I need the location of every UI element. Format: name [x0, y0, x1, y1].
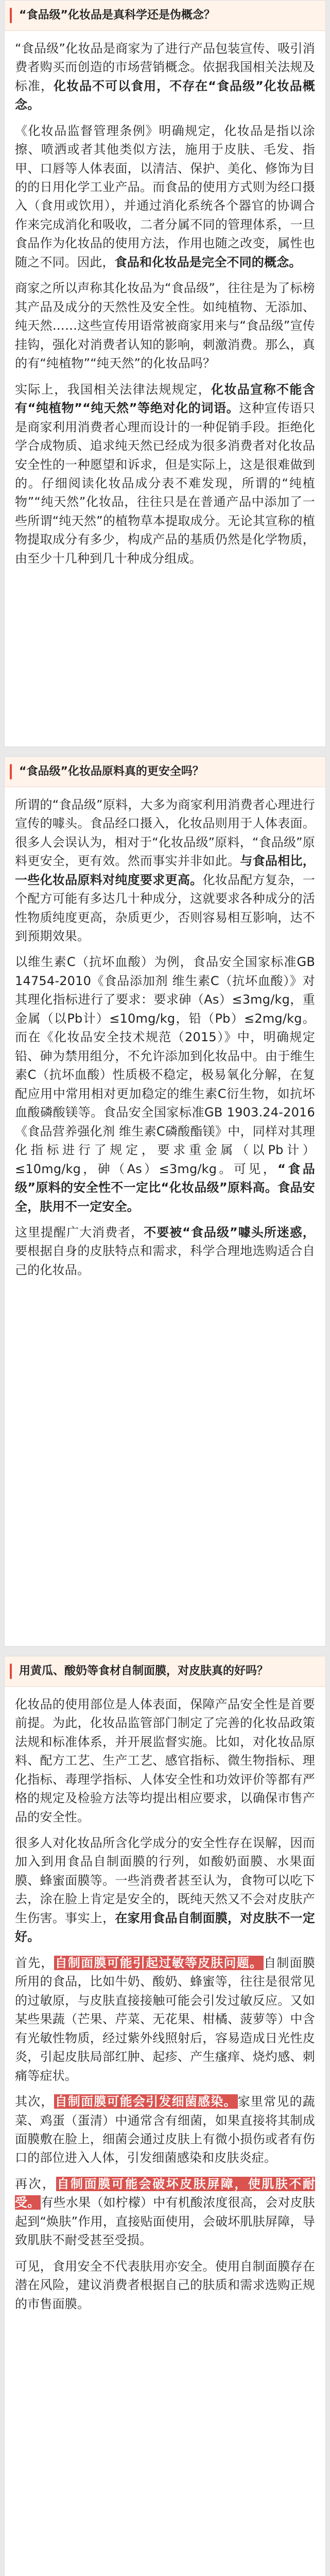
paragraph [15, 1695, 315, 1826]
paragraph [15, 2175, 315, 2250]
body-text: 首先， [15, 1955, 54, 1970]
bold-text: 食品和化妆品是完全不同的概念。 [114, 255, 302, 269]
section-card-2 [4, 756, 326, 1647]
paragraph [15, 2092, 315, 2167]
body-text: 化妆品配方复杂，一个配方可能有多达几十种成分，这就要求各种成分的活性物质纯度更高，杂质更少，否则容易相互影响，达不到预期效果。 [15, 872, 315, 943]
section-content-3 [5, 1687, 325, 2331]
highlighted-text: 自制面膜可能引起过敏等皮肤问题。 [55, 1955, 263, 1970]
bold-text: 与食品相比，一些化妆品原料对纯度要求更高。 [15, 854, 315, 887]
paragraph [15, 279, 315, 372]
body-text: 商家之所以声称其化妆品为“食品级”，往往是为了标榜其产品及成分的天然性及安全性。如纯植物、无添加、纯天然……这些宣传用语常被商家用来与“食品级”宣传挂钩，强化对消费者认知的影响，刺激消费。那么，真的有“纯植物”“纯天然”的化妆品吗？ [15, 281, 315, 371]
paragraph [15, 1954, 315, 2085]
body-text: 这里提醒广大消费者， [15, 1225, 144, 1240]
paragraph [15, 953, 315, 1216]
body-text: 化妆品的使用部位是人体表面，保障产品安全性是首要前提。为此，化妆品监管部门制定了完善的化妆品政策法规和标准体系，并开展监督实施。比如，对化妆品原料、配方工艺、生产工艺、感官指标、微生物指标、理化指标、毒理学指标、人体安全性和功效评价等都有严格的规定及检验方法等均提出相应要求，以确保市售产品的安全性。 [15, 1697, 315, 1824]
bold-text: 化妆品不可以食用，不存在“食品级”化妆品概念。 [15, 78, 315, 112]
body-text: 可见，食用安全不代表肤用亦安全。使用自制面膜存在潜在风险，建议消费者根据自己的肤质和需求选购正规的市售面膜。 [15, 2259, 315, 2311]
section-card-1 [4, 0, 326, 747]
body-text: 很多人对化妆品所含化学成分的安全性存在误解，因而加入到用食品自制面膜的行列，如酸奶面膜、水果面膜、蜂蜜面膜等。一些消费者甚至认为，食物可以吃下去，涂在脸上肯定是安全的，既纯天然又不会对皮肤产生伤害。事实上， [15, 1835, 315, 1925]
paragraph [15, 380, 315, 568]
paragraph [15, 2257, 315, 2313]
body-text: 再次， [15, 2176, 56, 2191]
body-text: 要根据自身的皮肤特点和需求，科学合理地选购适合自己的化妆品。 [15, 1244, 315, 1277]
highlighted-text: 自制面膜可能会破坏皮肤屏障，使肌肤不耐受。 [15, 2176, 315, 2210]
body-text: 有些水果（如柠檬）中有机酸浓度很高，会对皮肤起到“焕肤”作用，直接贴面使用，会破坏肌肤屏障，导致肌肤不耐受甚至受损。 [15, 2195, 315, 2248]
body-text: 实际上，我国相关法律法规规定， [15, 382, 211, 397]
body-text: 以维生素C（抗坏血酸）为例，食品安全国家标准GB 14754-2010《食品添加剂 维生素C（抗坏血酸）》对其理化指标进行了要求：要求砷（As）≤3mg/kg，重金属（以Pb计）≤10mg/kg，铅（Pb）≤2mg/kg。而在《化妆品安全技术规范（2015）》中，明确规定铅、砷为禁用组分，不允许添加到化妆品中。由于维生素C（抗坏血酸）性质极不稳定，极易氧化分解，在复配应用中常用相对更加稳定的维生素C衍生物，如抗坏血酸磷酸镁等。食品安全国家标准GB 1903.24-2016《食品营养强化剂 维生素C磷酸酯镁》中，同样对其理化指标进行了规定，要求重金属（以Pb计）≤10mg/kg，砷（As）≤3mg/kg。可见， [15, 955, 315, 1176]
section-content-2 [5, 787, 325, 1297]
section-content-1 [5, 31, 325, 586]
paragraph [15, 1834, 315, 1946]
section-title-1: “食品级”化妆品是真科学还是伪概念？ [5, 1, 325, 31]
bold-text: 化妆品宣称不能含有“纯植物”“纯天然”等绝对化的词语。 [15, 382, 315, 416]
body-text: 家里常见的蔬菜、鸡蛋（蛋清）中通常含有细菌，如果直接将其制成面膜敷在脸上，细菌会通过皮肤上有微小损伤或者有伤口的部位进入人体，引发细菌感染和皮肤炎症。 [15, 2094, 315, 2165]
body-text: 这种宣传语只是商家利用消费者心理而设计的一种促销手段。拒绝化学合成物质、追求纯天然已经成为很多消费者对化妆品安全性的一种愿望和诉求，但是实际上，这是很难做到的。仔细阅读化妆品成分表不难发现，所谓的“纯植物”“纯天然”化妆品，往往只是在普通产品中添加了一些所谓“纯天然”的植物草本提取成分。无论其宣称的植物提取成分有多少，构成产品的基质仍然是化学物质，由至少十几种到几十种成分组成。 [15, 401, 315, 566]
paragraph [15, 39, 315, 114]
bold-text: 在家用食品自制面膜，对皮肤不一定好。 [15, 1910, 316, 1944]
bold-text: 不要被“食品级”噱头所迷惑， [144, 1225, 315, 1240]
highlighted-text: 自制面膜可能会引发细菌感染。 [55, 2094, 237, 2109]
body-text: 所谓的“食品级”原料，大多为商家利用消费者心理进行宣传的噱头。食品经口摄入，化妆品则用于人体表面。很多人会误认为，相对于“化妆品级”原料，“食品级”原料更安全，更有效。然而事实并非如此。 [15, 797, 315, 869]
body-text: 其次， [15, 2094, 54, 2109]
paragraph [15, 1223, 315, 1279]
body-text: 《化妆品监督管理条例》明确规定，化妆品是指以涂擦、喷洒或者其他类似方法，施用于皮肤、毛发、指甲、口唇等人体表面，以清洁、保护、美化、修饰为目的的日用化学工业产品。而食品的使用方式则为经口摄入（食用或饮用），并通过消化系统各个器官的协调合作来完成消化和吸收，二者分属不同的管理体系，一旦食品作为化妆品的使用方法，作用也随之改变，属性也随之不同。因此， [15, 123, 315, 269]
section-title-2: “食品级”化妆品原料真的更安全吗？ [5, 757, 325, 787]
body-text: 自制面膜所用的食品，比如牛奶、酸奶、蜂蜜等，往往是很常见的过敏原，与皮肤直接接触可能会引发过敏反应。又如某些果蔬（芒果、芹菜、无花果、柑橘、菠萝等）中含有光敏性物质，经过紫外线照射后，容易造成日光性皮炎，引起皮肤局部红肿、起疹、产生瘙痒、烧灼感、刺痛等症状。 [15, 1955, 315, 2083]
paragraph [15, 795, 315, 946]
body-text: “食品级”化妆品是商家为了进行产品包装宣传、吸引消费者购买而创造的市场营销概念。依据我国相关法规及标准， [15, 41, 315, 93]
section-title-3: 用黄瓜、酸奶等食材自制面膜，对皮肤真的好吗？ [5, 1656, 325, 1687]
section-card-3 [4, 1656, 326, 2576]
paragraph [15, 122, 315, 272]
bold-text: “食品级”原料的安全性不一定比“化妆品级”原料高。食品安全，肤用不一定安全。 [15, 1161, 315, 1214]
